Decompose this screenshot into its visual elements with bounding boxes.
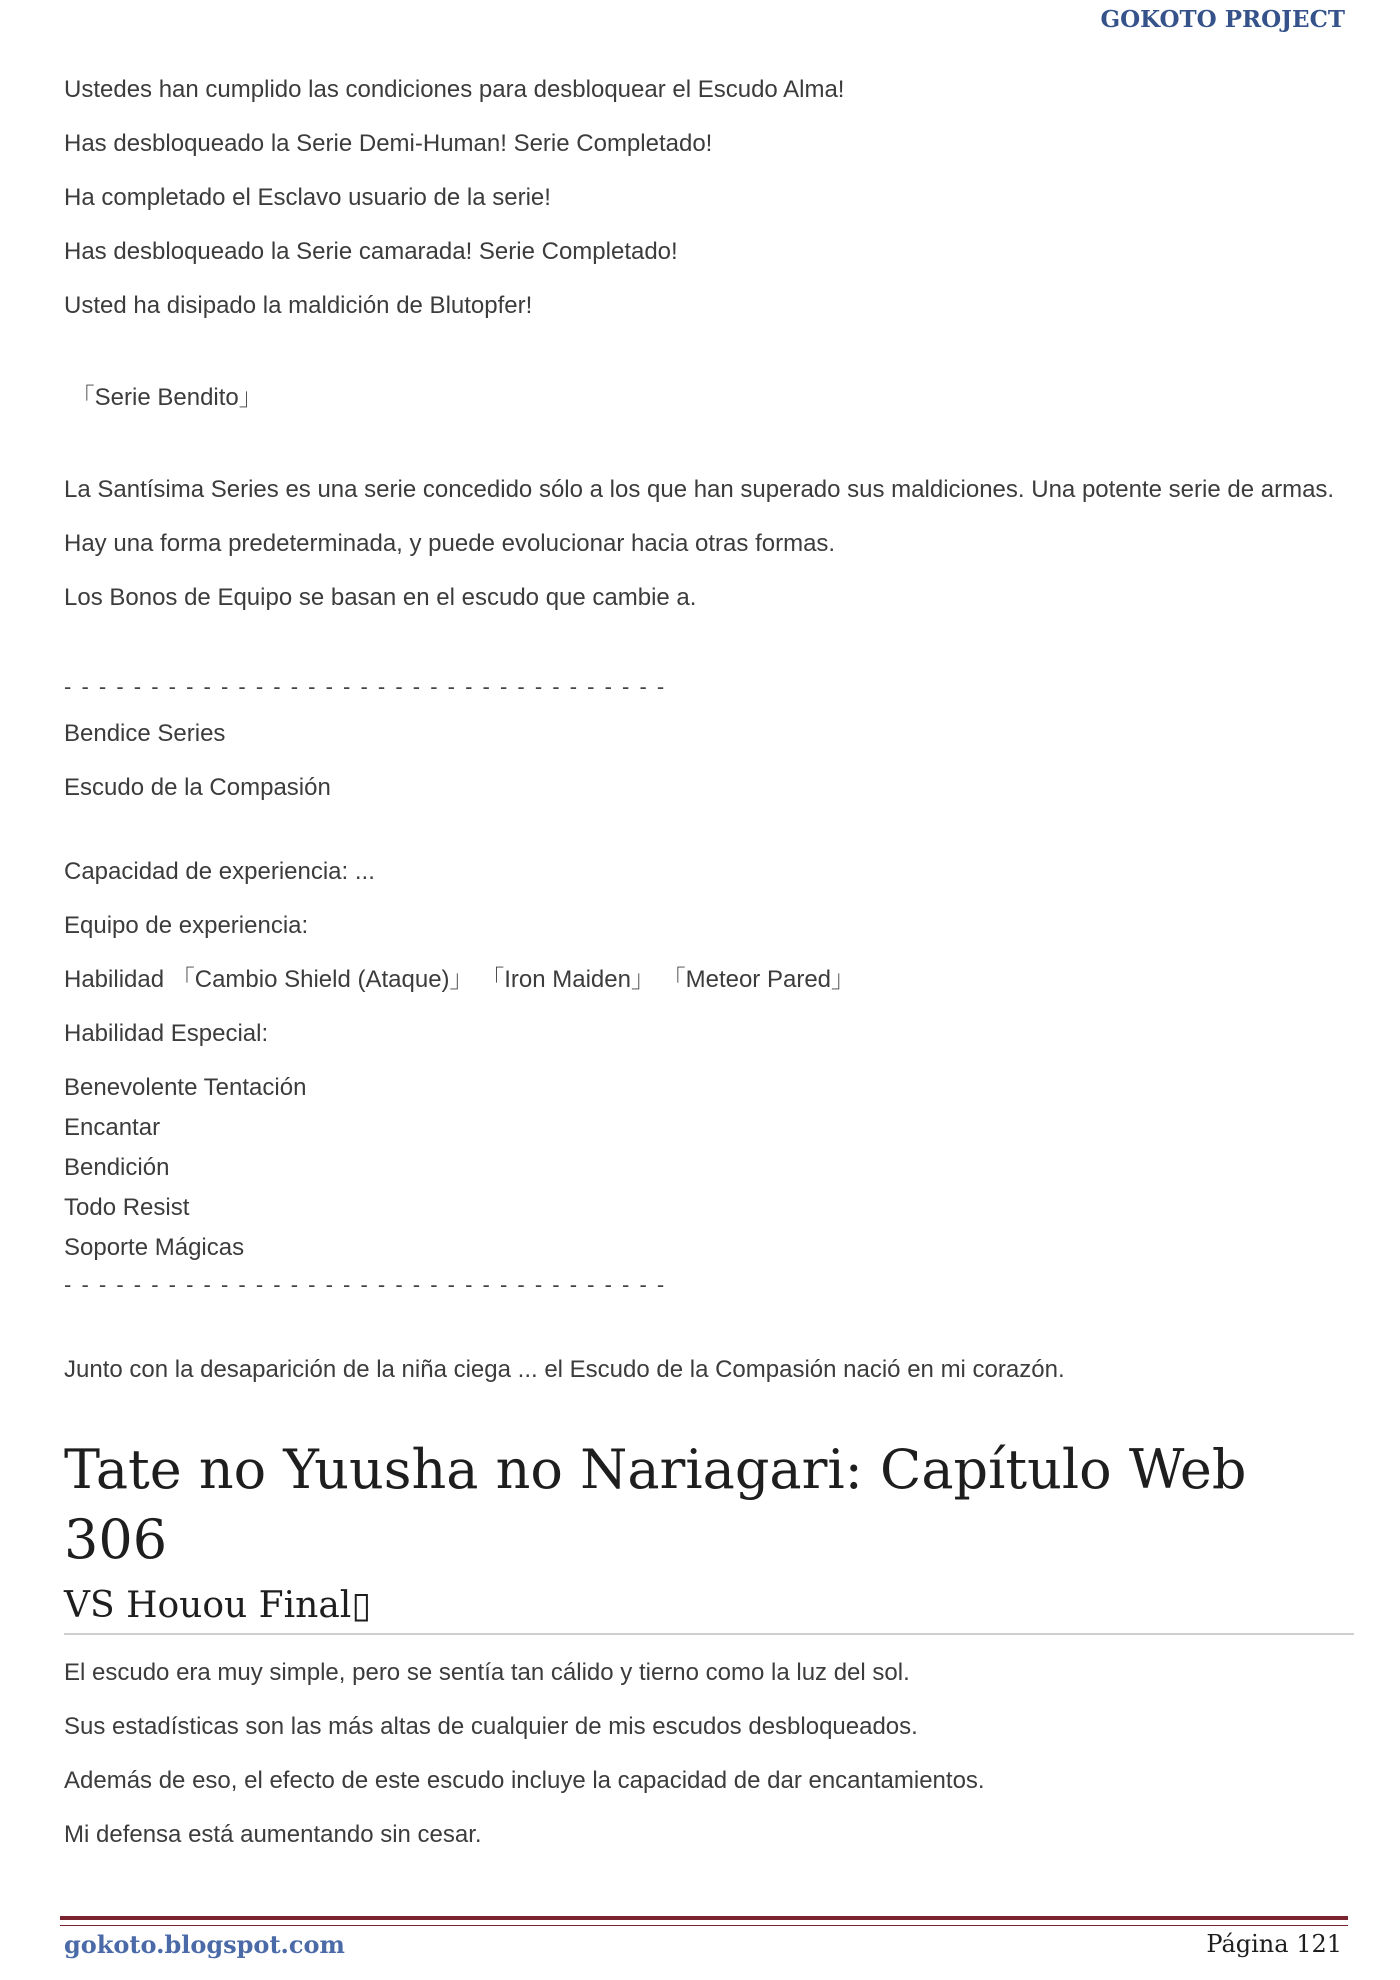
intro-line: Ustedes han cumplido las condiciones para desbloquear el Escudo Alma! [64, 76, 845, 103]
chapter-paragraph: Además de eso, el efecto de este escudo incluye la capacidad de dar encantamientos. [64, 1767, 985, 1794]
experience-capacity: Capacidad de experiencia: ... [64, 858, 375, 885]
intro-line: Has desbloqueado la Serie camarada! Serie Completado! [64, 238, 678, 265]
list-item: Encantar [64, 1114, 161, 1141]
shield-name: Escudo de la Compasión [64, 774, 331, 801]
footer-rule [60, 1916, 1348, 1926]
list-item: Benevolente Tentación [64, 1074, 307, 1101]
series-name: Bendice Series [64, 720, 226, 747]
series-bracket-title: 「Serie Bendito」 [64, 384, 263, 411]
closing-paragraph: Junto con la desaparición de la niña ciega ... el Escudo de la Compasión nació en mi corazón. [64, 1356, 1065, 1383]
description-paragraph: Hay una forma predeterminada, y puede evolucionar hacia otras formas. [64, 530, 836, 557]
divider-bottom: - - - - - - - - - - - - - - - - - - - - - - - - - - - - - - - - - - - [64, 1272, 667, 1297]
special-ability-label: Habilidad Especial: [64, 1020, 269, 1047]
list-item: Todo Resist [64, 1194, 190, 1221]
equipment-experience: Equipo de experiencia: [64, 912, 309, 939]
spacer [64, 344, 1354, 382]
intro-line: Usted ha disipado la maldición de Blutopfer! [64, 292, 533, 319]
special-ability-list [64, 1068, 1354, 1268]
chapter-paragraph: Mi defensa está aumentando sin cesar. [64, 1821, 482, 1848]
brand-logo: GOKOTO PROJECT [1100, 6, 1345, 33]
chapter-title: Tate no Yuusha no Nariagari: Capítulo Web 306 [64, 1438, 1247, 1571]
intro-line: Has desbloqueado la Serie Demi-Human! Serie Completado! [64, 130, 713, 157]
spacer [64, 1316, 1354, 1354]
description-paragraph: La Santísima Series es una serie concedido sólo a los que han superado sus maldiciones. Una potente serie de armas. [64, 476, 1335, 503]
spacer [64, 636, 1354, 674]
spacer [64, 436, 1354, 474]
divider-top: - - - - - - - - - - - - - - - - - - - - - - - - - - - - - - - - - - - [64, 674, 667, 699]
chapter-body [64, 1657, 1354, 1850]
chapter-subtitle: VS Houou Final▯ [64, 1583, 1354, 1635]
description-paragraph: Los Bonos de Equipo se basan en el escudo que cambie a. [64, 584, 697, 611]
list-item: Soporte Mágicas [64, 1234, 245, 1261]
footer-site-link[interactable]: gokoto.blogspot.com [64, 1930, 345, 1959]
page-content [64, 74, 1354, 1873]
intro-line: Ha completado el Esclavo usuario de la serie! [64, 184, 551, 211]
ability-line: Habilidad 「Cambio Shield (Ataque)」 「Iron Maiden」 「Meteor Pared」 [64, 966, 856, 993]
chapter-paragraph: Sus estadísticas son las más altas de cualquier de mis escudos desbloqueados. [64, 1713, 918, 1740]
list-item: Bendición [64, 1154, 170, 1181]
spacer [64, 826, 1354, 856]
chapter-paragraph: El escudo era muy simple, pero se sentía tan cálido y tierno como la luz del sol. [64, 1659, 910, 1686]
page-number: Página 121 [1206, 1930, 1342, 1958]
